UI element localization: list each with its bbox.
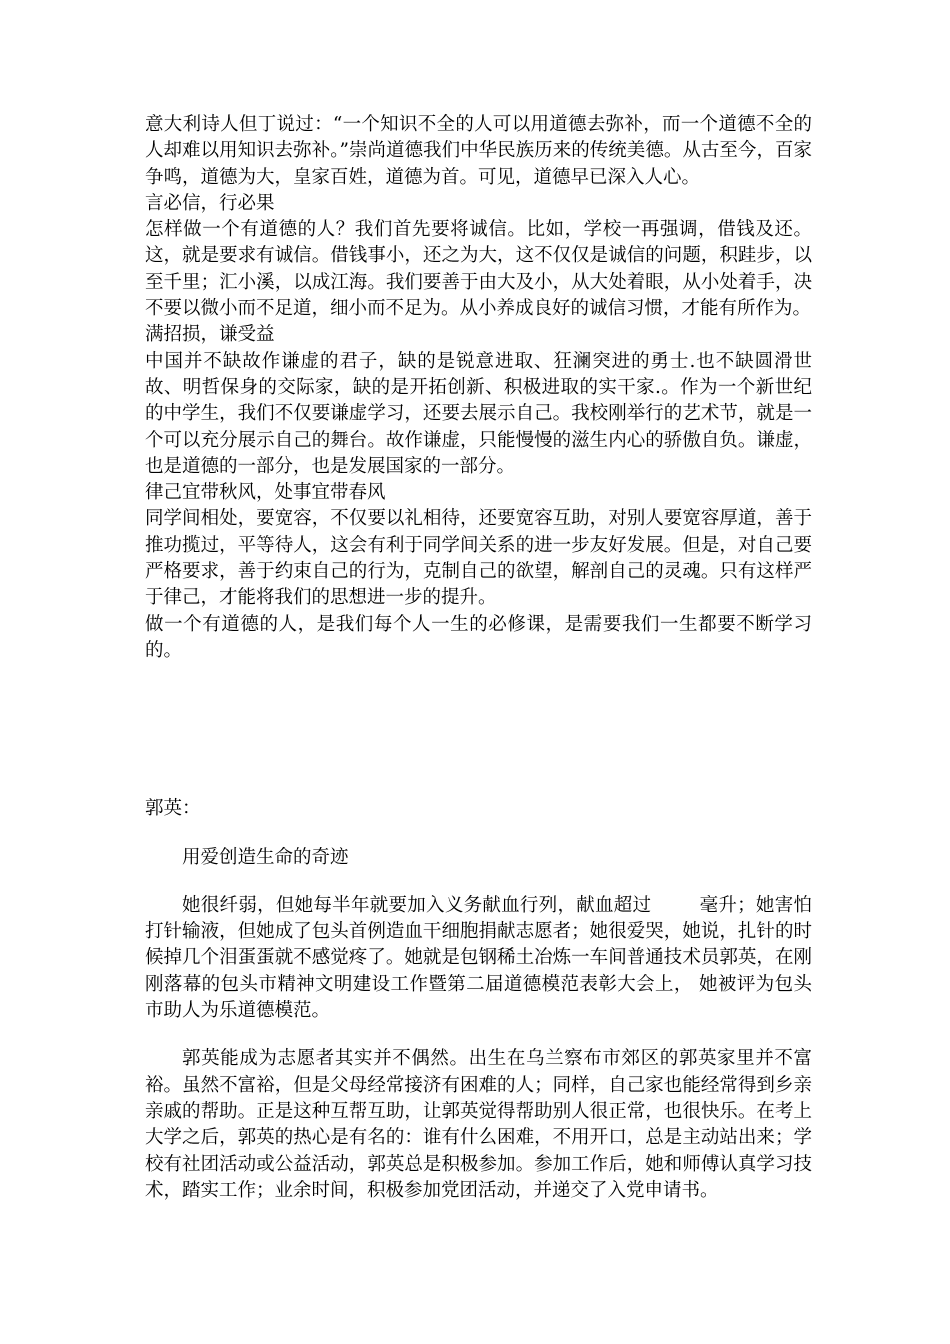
document-page [145,112,812,1204]
honesty-paragraph: 怎样做一个有道德的人？我们首先要将诚信。比如，学校一再强调，借钱及还。这，就是要求有诚信。借钱事小，还之为大，这不仅仅是诚信的问题，积跬步，以至千里；汇小溪，以成江海。我们要善于由大及小，从大处着眼，从小处着手，决不要以微小而不足道，细小而不足为。从小养成良好的诚信习惯，才能有所作为。 [145,219,812,320]
blank-line [145,1024,812,1046]
story-paragraph-1-rest: 毫升；她害怕打针输液，但她成了包头首例造血干细胞捐献志愿者；她很爱哭，她说，扎针的时候掉几个泪蛋蛋就不感觉疼了。她就是包钢稀土冶炼一车间普通技术员郭英，在刚刚落幕的包头市精神文明建设工作暨第二届道德模范表彰大会上， 她被评为包头市助人为乐道德模范。 [145,894,812,1022]
self-discipline-paragraph: 同学间相处，要宽容，不仅要以礼相待，还要宽容互助，对别人要宽容厚道，善于推功揽过，平等待人，这会有利于同学间关系的进一步友好发展。但是，对自己要严格要求，善于约束自己的行为，克制自己的欲望，解剖自己的灵魂。只有这样严于律己，才能将我们的思想进一步的提升。 [145,508,812,609]
story-paragraph-1-start: 她很纤弱，但她每半年就要加入义务献血行列，献血超过 [182,894,652,916]
section-heading-honesty: 言必信，行必果 [145,192,275,214]
section-spacer [145,664,812,796]
story-paragraph-2: 郭英能成为志愿者其实并不偶然。出生在乌兰察布市郊区的郭英家里并不富裕。虽然不富裕，但是父母经常接济有困难的人；同样，自己家也能经常得到乡亲亲戚的帮助。正是这种互帮互助，让郭英觉得帮助别人很正常，也很快乐。在考上大学之后，郭英的热心是有名的：谁有什么困难，不用开口，总是主动站出来；学校有社团活动或公益活动，郭英总是积极参加。参加工作后，她和师傅认真学习技术，踏实工作；业余时间，积极参加党团活动，并递交了入党申请书。 [145,1048,812,1201]
intro-paragraph: 意大利诗人但丁说过：“一个知识不全的人可以用道德去弥补，而一个道德不全的人却难以用知识去弥补。”崇尚道德我们中华民族历来的传统美德。从古至今，百家争鸣，道德为大，皇家百姓，道德为首。可见，道德早已深入人心。 [145,114,812,188]
person-name: 郭英： [145,798,201,820]
section-heading-modesty: 满招损，谦受益 [145,324,275,346]
section-heading-self-discipline: 律己宜带秋风，处事宜带春风 [145,482,386,504]
conclusion-paragraph: 做一个有道德的人，是我们每个人一生的必修课，是需要我们一生都要不断学习的。 [145,613,812,661]
story-paragraph-1 [145,893,812,1024]
blank-line [145,871,812,893]
blank-line [145,823,812,845]
modesty-paragraph: 中国并不缺故作谦虚的君子，缺的是锐意进取、狂澜突进的勇士.也不缺圆滑世故、明哲保身的交际家，缺的是开拓创新、积极进取的实干家.。作为一个新世纪的中学生，我们不仅要谦虚学习，还要去展示自己。我校刚举行的艺术节，就是一个可以充分展示自己的舞台。故作谦虚，只能慢慢的滋生内心的骄傲自负。谦虚，也是道德的一部分，也是发展国家的一部分。 [145,350,812,477]
story-title: 用爱创造生命的奇迹 [182,846,349,868]
